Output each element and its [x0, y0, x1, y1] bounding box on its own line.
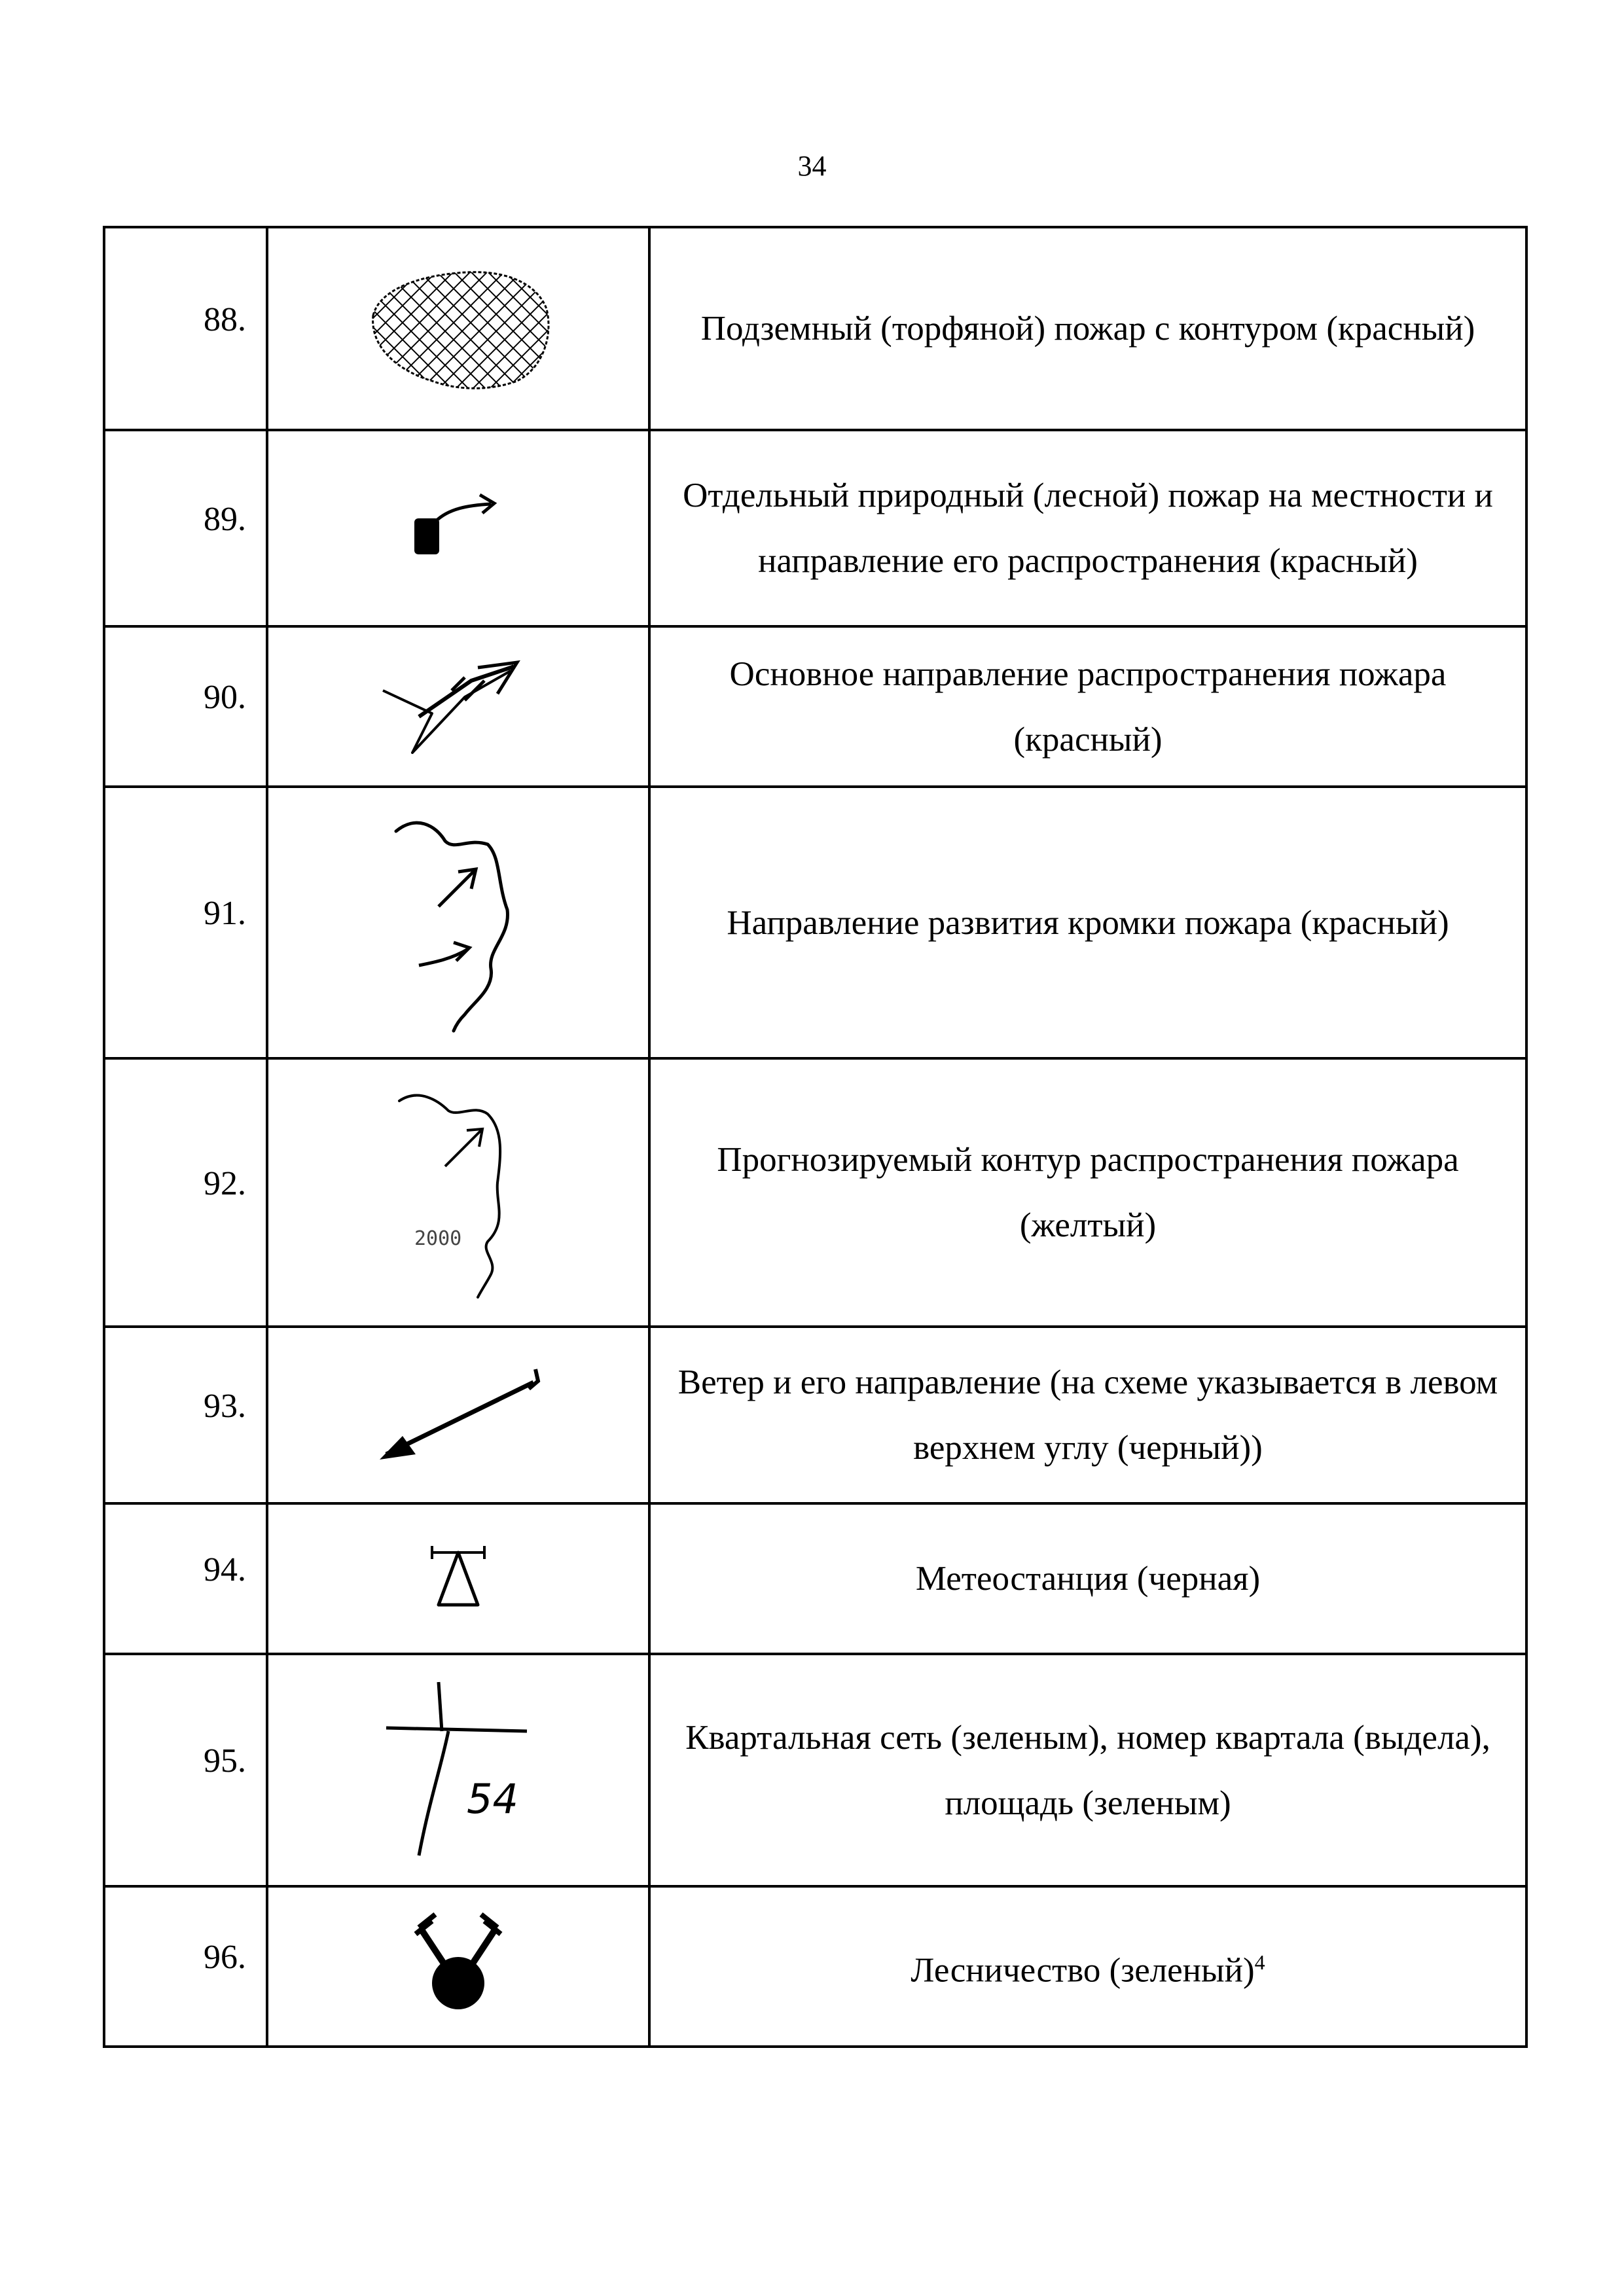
row-description: Ветер и его направление (на схеме указывается в левом верхнем углу (черный))	[649, 1327, 1526, 1503]
row-number: 95.	[104, 1654, 267, 1886]
table-row	[104, 787, 1526, 1058]
main-fire-direction-icon	[380, 655, 537, 759]
row-description: Подземный (торфяной) пожар с контуром (красный)	[649, 227, 1526, 430]
block-grid-icon	[383, 1679, 533, 1862]
table-row	[104, 1654, 1526, 1886]
row-number: 88.	[104, 227, 267, 430]
fire-edge-direction-icon	[383, 812, 533, 1034]
row-number: 96.	[104, 1886, 267, 2047]
row-description: Квартальная сеть (зеленым), номер квартала (выдела), площадь (зеленым)	[649, 1654, 1526, 1886]
forecast-fire-contour-icon	[383, 1085, 533, 1300]
table-row	[104, 227, 1526, 430]
table-row	[104, 1886, 1526, 2047]
row-description: Направление развития кромки пожара (красный)	[649, 787, 1526, 1058]
block-number: 54	[467, 1774, 518, 1823]
table-row	[104, 1327, 1526, 1503]
row-description: Отдельный природный (лесной) пожар на местности и направление его распространения (красный)	[649, 430, 1526, 626]
table-row	[104, 1058, 1526, 1327]
row-number: 91.	[104, 787, 267, 1058]
row-number: 92.	[104, 1058, 267, 1327]
row-description: Прогнозируемый контур распространения пожара (желтый)	[649, 1058, 1526, 1327]
forest-fire-direction-icon	[403, 492, 514, 564]
table-row	[104, 430, 1526, 626]
row-description: Основное направление распространения пожара (красный)	[649, 626, 1526, 787]
footnote-ref: 4	[1254, 1950, 1265, 1975]
wind-direction-icon	[367, 1363, 550, 1467]
row-number: 89.	[104, 430, 267, 626]
peat-fire-contour-icon	[360, 263, 556, 394]
weather-station-icon	[425, 1543, 491, 1615]
forestry-icon	[406, 1911, 511, 2022]
table-row	[104, 626, 1526, 787]
row-description: Лесничество (зеленый)$^4$	[649, 1886, 1526, 2047]
row-number: 90.	[104, 626, 267, 787]
row-description: Метеостанция (черная)	[649, 1503, 1526, 1654]
page-number: 34	[797, 150, 827, 182]
contour-label: 2000	[414, 1227, 462, 1250]
table-row	[104, 1503, 1526, 1654]
symbols-table	[103, 226, 1528, 2048]
row-number: 94.	[104, 1503, 267, 1654]
row-number: 93.	[104, 1327, 267, 1503]
